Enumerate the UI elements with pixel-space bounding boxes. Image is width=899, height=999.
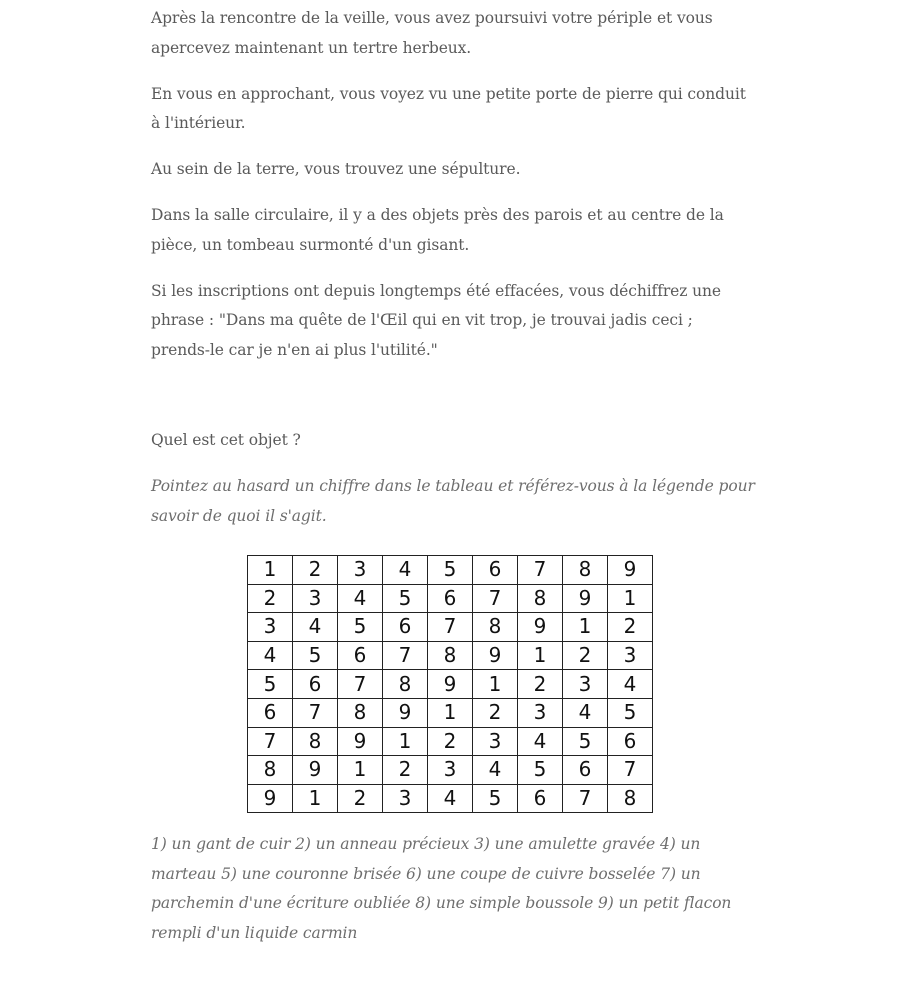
grid-cell[interactable]: 9 <box>293 756 338 785</box>
grid-cell[interactable]: 2 <box>383 756 428 785</box>
grid-cell[interactable]: 3 <box>518 698 563 727</box>
grid-row <box>248 784 653 813</box>
grid-cell[interactable]: 4 <box>383 556 428 585</box>
grid-cell[interactable]: 1 <box>383 727 428 756</box>
grid-cell[interactable]: 3 <box>563 670 608 699</box>
grid-cell[interactable]: 9 <box>518 613 563 642</box>
grid-cell[interactable]: 5 <box>248 670 293 699</box>
grid-cell[interactable]: 3 <box>428 756 473 785</box>
grid-cell[interactable]: 5 <box>563 727 608 756</box>
grid-cell[interactable]: 1 <box>473 670 518 699</box>
grid-cell[interactable]: 7 <box>473 584 518 613</box>
grid-cell[interactable]: 8 <box>518 584 563 613</box>
grid-cell[interactable]: 5 <box>428 556 473 585</box>
story-paragraph: Dans la salle circulaire, il y a des objets près des parois et au centre de la pièce, un tombeau surmonté d'un gisant. <box>151 206 724 254</box>
grid-cell[interactable]: 2 <box>563 641 608 670</box>
grid-cell[interactable]: 7 <box>428 613 473 642</box>
grid-cell[interactable]: 4 <box>563 698 608 727</box>
grid-cell[interactable]: 5 <box>383 584 428 613</box>
grid-cell[interactable]: 6 <box>608 727 653 756</box>
grid-cell[interactable]: 8 <box>338 698 383 727</box>
grid-cell[interactable]: 7 <box>608 756 653 785</box>
question-text: Quel est cet objet ? <box>151 431 301 449</box>
grid-row <box>248 641 653 670</box>
grid-cell[interactable]: 1 <box>563 613 608 642</box>
grid-cell[interactable]: 9 <box>563 584 608 613</box>
grid-cell[interactable]: 5 <box>293 641 338 670</box>
grid-cell[interactable]: 6 <box>338 641 383 670</box>
grid-cell[interactable]: 6 <box>248 698 293 727</box>
legend-text: 1) un gant de cuir 2) un anneau précieux 3) une amulette gravée 4) un marteau 5) une couronne brisée 6) une coupe de cuivre bosselée 7) un parchemin d'une écriture oubliée 8) une simple boussole 9) un petit flacon rempli d'un liquide carmin <box>151 835 732 942</box>
grid-cell[interactable]: 2 <box>293 556 338 585</box>
grid-cell[interactable]: 3 <box>473 727 518 756</box>
grid-cell[interactable]: 8 <box>383 670 428 699</box>
grid-cell[interactable]: 7 <box>383 641 428 670</box>
grid-cell[interactable]: 5 <box>338 613 383 642</box>
grid-cell[interactable]: 8 <box>293 727 338 756</box>
grid-cell[interactable]: 7 <box>338 670 383 699</box>
grid-cell[interactable]: 7 <box>293 698 338 727</box>
grid-cell[interactable]: 3 <box>248 613 293 642</box>
grid-cell[interactable]: 1 <box>293 784 338 813</box>
grid-cell[interactable]: 4 <box>338 584 383 613</box>
grid-cell[interactable]: 2 <box>338 784 383 813</box>
grid-cell[interactable]: 4 <box>608 670 653 699</box>
story-paragraph: En vous en approchant, vous voyez vu une petite porte de pierre qui conduit à l'intérieur. <box>151 84 746 132</box>
grid-cell[interactable]: 4 <box>293 613 338 642</box>
grid-cell[interactable]: 8 <box>563 556 608 585</box>
grid-cell[interactable]: 9 <box>338 727 383 756</box>
number-grid-table <box>247 555 653 813</box>
number-grid <box>247 555 653 813</box>
story-paragraph: Si les inscriptions ont depuis longtemps été effacées, vous déchiffrez une phrase : "Dans ma quête de l'Œil qui en vit trop, je trouvai jadis ceci ; prends-le car je n'en ai plus l'utilité." <box>151 281 721 359</box>
grid-cell[interactable]: 7 <box>248 727 293 756</box>
grid-cell[interactable]: 9 <box>248 784 293 813</box>
grid-cell[interactable]: 2 <box>428 727 473 756</box>
grid-row <box>248 698 653 727</box>
grid-row <box>248 670 653 699</box>
grid-cell[interactable]: 1 <box>608 584 653 613</box>
grid-cell[interactable]: 6 <box>428 584 473 613</box>
grid-cell[interactable]: 4 <box>473 756 518 785</box>
grid-cell[interactable]: 7 <box>563 784 608 813</box>
grid-cell[interactable]: 6 <box>563 756 608 785</box>
grid-cell[interactable]: 8 <box>248 756 293 785</box>
grid-cell[interactable]: 2 <box>248 584 293 613</box>
grid-cell[interactable]: 1 <box>248 556 293 585</box>
grid-cell[interactable]: 2 <box>473 698 518 727</box>
grid-cell[interactable]: 3 <box>608 641 653 670</box>
grid-cell[interactable]: 9 <box>473 641 518 670</box>
grid-cell[interactable]: 3 <box>383 784 428 813</box>
grid-cell[interactable]: 2 <box>608 613 653 642</box>
story-paragraph: Au sein de la terre, vous trouvez une sépulture. <box>151 160 521 178</box>
grid-cell[interactable]: 6 <box>518 784 563 813</box>
grid-cell[interactable]: 1 <box>338 756 383 785</box>
grid-cell[interactable]: 6 <box>293 670 338 699</box>
grid-cell[interactable]: 2 <box>518 670 563 699</box>
grid-cell[interactable]: 6 <box>473 556 518 585</box>
grid-cell[interactable]: 5 <box>518 756 563 785</box>
grid-cell[interactable]: 5 <box>473 784 518 813</box>
grid-cell[interactable]: 4 <box>248 641 293 670</box>
grid-row <box>248 584 653 613</box>
grid-cell[interactable]: 1 <box>428 698 473 727</box>
grid-row <box>248 756 653 785</box>
story-paragraph: Après la rencontre de la veille, vous avez poursuivi votre périple et vous apercevez maintenant un tertre herbeux. <box>151 9 713 57</box>
grid-row <box>248 613 653 642</box>
grid-cell[interactable]: 3 <box>293 584 338 613</box>
grid-cell[interactable]: 4 <box>428 784 473 813</box>
grid-cell[interactable]: 5 <box>608 698 653 727</box>
grid-cell[interactable]: 8 <box>473 613 518 642</box>
grid-cell[interactable]: 8 <box>608 784 653 813</box>
grid-cell[interactable]: 3 <box>338 556 383 585</box>
grid-cell[interactable]: 6 <box>383 613 428 642</box>
grid-row <box>248 727 653 756</box>
article-body <box>151 4 756 548</box>
grid-cell[interactable]: 9 <box>428 670 473 699</box>
grid-row <box>248 556 653 585</box>
grid-cell[interactable]: 8 <box>428 641 473 670</box>
grid-cell[interactable]: 9 <box>608 556 653 585</box>
grid-cell[interactable]: 4 <box>518 727 563 756</box>
grid-cell[interactable]: 1 <box>518 641 563 670</box>
instruction-text: Pointez au hasard un chiffre dans le tableau et référez-vous à la légende pour savoir de quoi il s'agit. <box>151 477 755 525</box>
grid-cell[interactable]: 9 <box>383 698 428 727</box>
grid-cell[interactable]: 7 <box>518 556 563 585</box>
